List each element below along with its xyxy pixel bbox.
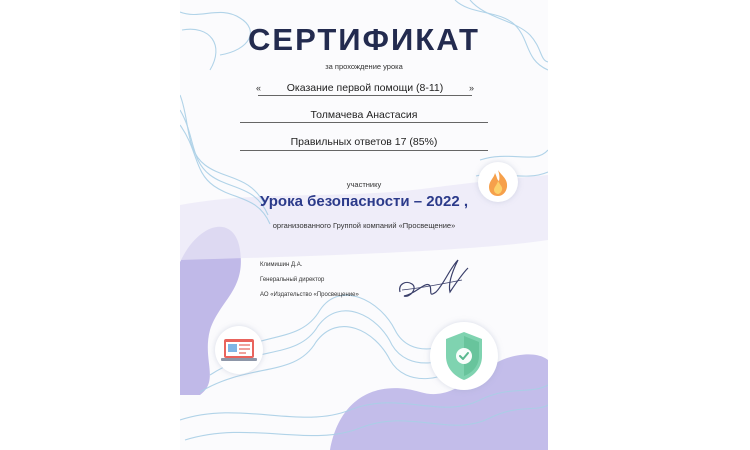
fire-icon [478, 162, 518, 202]
lesson-title: Оказание первой помощи (8-11) [286, 82, 444, 94]
participant-name: Толмачева Анастасия [310, 109, 418, 121]
wave-right-1 [480, 150, 548, 160]
shield-check-icon [430, 322, 498, 390]
certificate [180, 0, 548, 450]
event-title: Урока безопасности – 2022 , [259, 193, 468, 210]
signatory-name: Климишин Д.А. [260, 262, 303, 268]
signatory-position: Генеральный директор [260, 277, 325, 283]
result-underline [240, 150, 488, 151]
certificate-subtitle: за прохождение урока [325, 62, 403, 71]
quote-close: » [469, 83, 475, 93]
laptop-icon [215, 326, 263, 374]
quote-open: « [256, 83, 262, 93]
signatory-company: АО «Издательство «Просвещение» [260, 292, 359, 298]
certificate-title: СЕРТИФИКАТ [248, 22, 480, 57]
participant-label: участнику [346, 180, 382, 189]
name-underline [240, 122, 488, 123]
test-result: Правильных ответов 17 (85%) [290, 136, 438, 148]
lesson-underline [258, 95, 472, 96]
organizer-text: организованного Группой компаний «Просвещение» [272, 221, 456, 230]
signature [392, 254, 474, 304]
